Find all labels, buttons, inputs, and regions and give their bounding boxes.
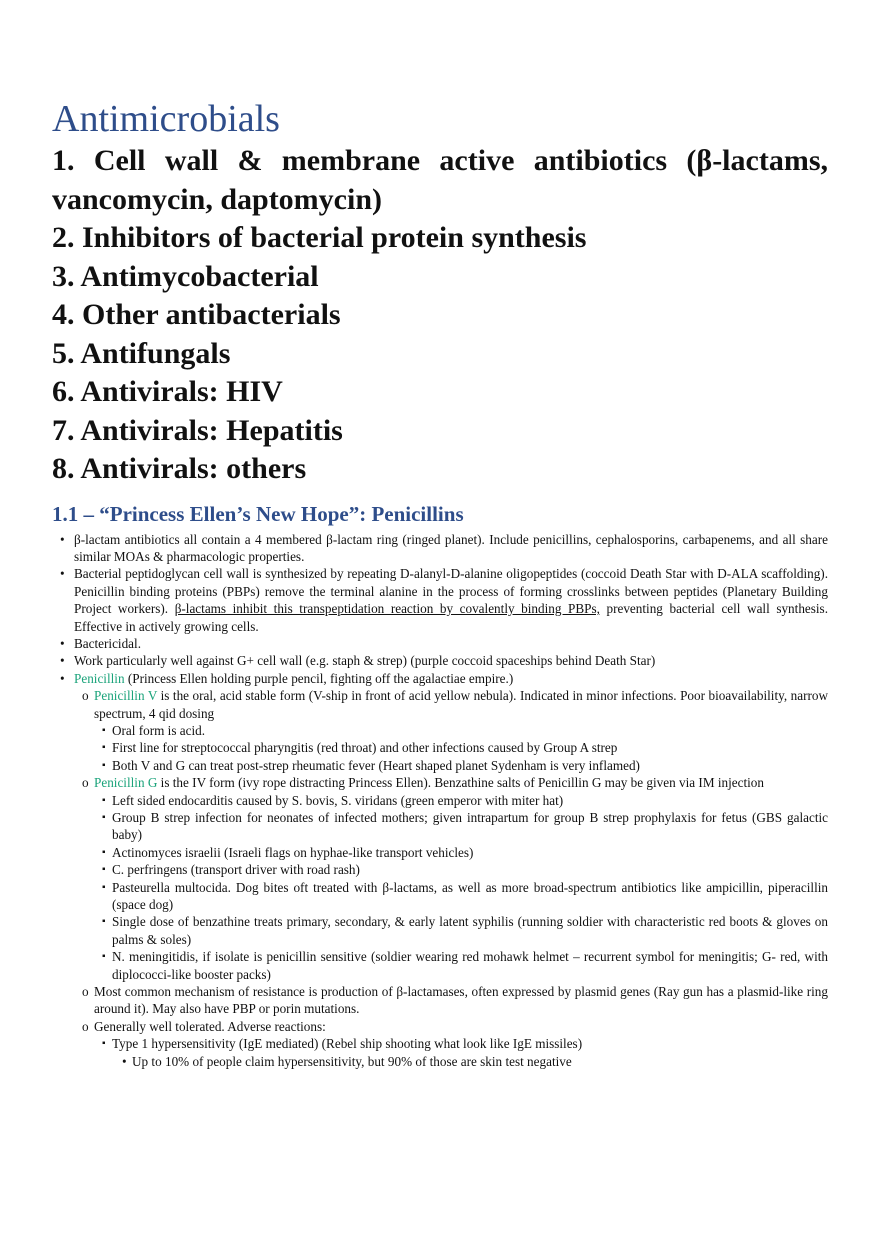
sub-bullet-marker: o: [82, 984, 89, 1000]
underlined-text: β-lactams inhibit this transpeptidation reaction by covalently binding PBPs,: [174, 601, 600, 617]
square-bullet-item: [52, 879, 828, 914]
toc-item: 5. Antifungals: [52, 336, 231, 370]
bullet-text: preventing bacterial cell wall synthesis. Effective in actively growing cells.: [74, 601, 828, 634]
bullet-item-level4: [52, 1053, 828, 1070]
square-bullet-item: [52, 861, 828, 878]
bullet-text: Oral form is acid.: [112, 722, 206, 738]
square-bullet-marker: ▪: [102, 916, 106, 928]
square-bullet-marker: ▪: [102, 812, 106, 823]
bullet-marker: •: [60, 670, 65, 686]
bullet-item: [52, 531, 828, 566]
bullet-text: Type 1 hypersensitivity (IgE mediated) (Rebel ship shooting what look like IgE missiles): [112, 1036, 583, 1052]
bullet-marker: •: [60, 566, 65, 582]
sub-bullet-item: [52, 687, 828, 722]
square-bullet-item: [52, 1035, 828, 1052]
square-bullet-marker: ▪: [102, 881, 106, 893]
sub-bullet-item: [52, 983, 828, 1018]
bullet-text: Bactericidal.: [74, 635, 141, 651]
bullet-text: Both V and G can treat post-strep rheumatic fever (Heart shaped planet Sydenham is very inflamed): [112, 757, 640, 773]
square-bullet-marker: ▪: [102, 794, 106, 806]
square-bullet-marker: ▪: [102, 759, 106, 771]
toc-item: 1. Cell wall & membrane active antibiotics (β-lactams, vancomycin, daptomycin): [52, 144, 828, 216]
toc-item: 6. Antivirals: HIV: [52, 375, 283, 408]
square-bullet-item: [52, 739, 828, 756]
square-bullet-item: [52, 792, 828, 809]
bullet-item: [52, 635, 828, 652]
toc-item: 4. Other antibacterials: [52, 298, 341, 331]
square-bullet-item: [52, 913, 828, 948]
document-page: [52, 96, 828, 1070]
square-bullet-marker: ▪: [102, 864, 106, 876]
drug-name: Penicillin: [74, 670, 125, 686]
bullet-text: β-lactam antibiotics all contain a 4 membered β-lactam ring (ringed planet). Include penicillins, cephalosporins, carbapenems, and all share similar MOAs & pharmacologic properties.: [74, 531, 828, 564]
toc-item: 3. Antimycobacterial: [52, 259, 319, 293]
section-heading: 1.1 – “Princess Ellen’s New Hope”: Penicillins: [52, 501, 464, 526]
bullet-text: Group B strep infection for neonates of infected mothers; given intrapartum for group B strep prophylaxis for fetus (GBS galactic baby): [112, 810, 828, 843]
bullet-text: Single dose of benzathine treats primary, secondary, & early latent syphilis (running soldier with characteristic red boots & gloves on palms & soles): [112, 914, 828, 947]
bullet-item: [52, 565, 828, 635]
square-bullet-marker: ▪: [102, 951, 106, 963]
bullet-marker: •: [60, 653, 65, 669]
table-of-contents: [52, 142, 828, 489]
bullet-text: First line for streptococcal pharyngitis (red throat) and other infections caused by Group A strep: [112, 740, 618, 756]
square-bullet-marker: ▪: [102, 846, 106, 858]
square-bullet-item: [52, 948, 828, 983]
square-bullet-marker: ▪: [102, 724, 106, 736]
bullet-text: Left sided endocarditis caused by S. bovis, S. viridans (green emperor with miter hat): [112, 792, 564, 808]
drug-name: Penicillin V: [94, 688, 158, 704]
page-title: Antimicrobials: [52, 98, 280, 140]
bullet-item: [52, 652, 828, 669]
square-bullet-item: [52, 844, 828, 861]
bullet-text: Generally well tolerated. Adverse reactions:: [94, 1018, 326, 1034]
bullet-text: Bacterial peptidoglycan cell wall is synthesized by repeating D-alanyl-D-alanine oligopeptides (coccoid Death Star with D-ALA scaffolding). Penicillin binding proteins (PBPs) remove the terminal alanine in the process of forming crosslinks between peptides (Planetary Building Project workers).: [74, 566, 828, 617]
sub-bullet-marker: o: [82, 1018, 89, 1034]
sub-bullet-marker: o: [82, 775, 89, 791]
bullet-text: Work particularly well against G+ cell wall (e.g. staph & strep) (purple coccoid spaceships behind Death Star): [74, 653, 656, 669]
toc-item: 2. Inhibitors of bacterial protein synthesis: [52, 221, 587, 254]
bullet-text: is the IV form (ivy rope distracting Princess Ellen). Benzathine salts of Penicillin G may be given via IM injection: [160, 775, 764, 791]
drug-name: Penicillin G: [94, 775, 158, 791]
square-bullet-item: [52, 722, 828, 739]
bullet-text: Up to 10% of people claim hypersensitivity, but 90% of those are skin test negative: [132, 1053, 572, 1069]
bullet-text: Most common mechanism of resistance is production of β-lactamases, often expressed by plasmid genes (Ray gun has a plasmid-like ring around it). May also have PBP or porin mutations.: [94, 984, 828, 1017]
bullet-text: Pasteurella multocida. Dog bites oft treated with β-lactams, as well as more broad-spectrum antibiotics like ampicillin, piperacillin (space dog): [112, 879, 828, 913]
square-bullet-item: [52, 809, 828, 844]
bullet-marker: •: [60, 531, 65, 547]
sub-bullet-item: [52, 774, 828, 791]
bullet-marker: •: [60, 635, 65, 651]
bullet-text: (Princess Ellen holding purple pencil, fighting off the agalactiae empire.): [127, 670, 514, 686]
section-body: [52, 531, 828, 1071]
toc-item: 8. Antivirals: others: [52, 452, 307, 485]
sub-bullet-marker: o: [82, 688, 89, 704]
bullet-text: Actinomyces israelii (Israeli flags on hyphae-like transport vehicles): [112, 844, 474, 860]
bullet-marker: •: [122, 1053, 127, 1069]
toc-item: 7. Antivirals: Hepatitis: [52, 413, 343, 447]
square-bullet-item: [52, 757, 828, 774]
bullet-text: N. meningitidis, if isolate is penicillin sensitive (soldier wearing red mohawk helmet – recurrent symbol for meningitis; G- red, with diplococci-like booster packs): [112, 949, 828, 982]
bullet-text: is the oral, acid stable form (V-ship in front of acid yellow nebula). Indicated in minor infections. Poor bioavailability, narrow spectrum, 4 qid dosing: [94, 688, 828, 721]
bullet-item: [52, 670, 828, 687]
square-bullet-marker: ▪: [102, 742, 106, 754]
square-bullet-marker: ▪: [102, 1038, 106, 1050]
bullet-text: C. perfringens (transport driver with road rash): [112, 862, 360, 878]
sub-bullet-item: [52, 1018, 828, 1035]
